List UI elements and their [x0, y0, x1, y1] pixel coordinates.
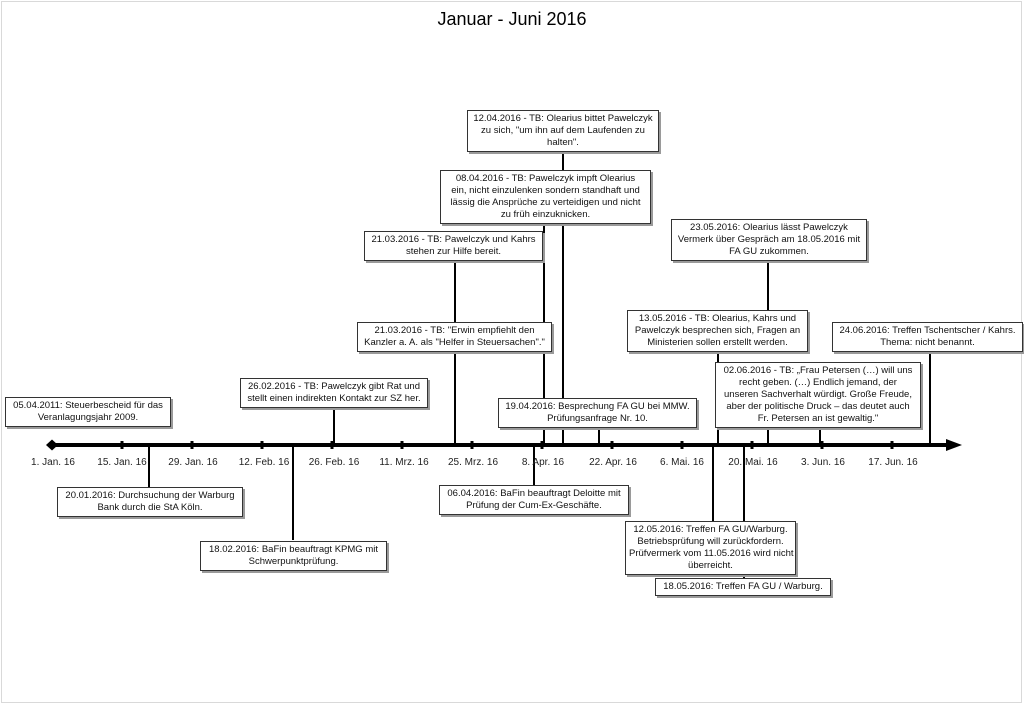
event-text-line: Vermerk über Gespräch am 18.05.2016 mit	[677, 234, 861, 245]
axis-tick-label: 1. Jan. 16	[31, 457, 75, 468]
axis-tick-label: 26. Feb. 16	[308, 457, 360, 468]
event-text-line: Veranlagungsjahr 2009.	[37, 412, 139, 423]
event-text-line: 06.04.2016: BaFin beauftragt Deloitte mit	[447, 488, 621, 499]
event-text-line: ein, nicht einzulenken sondern standhaft und	[451, 185, 640, 196]
event-text-line: unseren Sachverhalt würdigt. Große Freude,	[724, 389, 912, 400]
event-text-line: 24.06.2016: Treffen Tschentscher / Kahrs.	[839, 325, 1016, 336]
event-text-line: Fr. Petersen an ist gewaltig."	[757, 413, 879, 424]
event-box	[240, 378, 428, 408]
event-text-line: Prüfungsanfrage Nr. 10.	[547, 413, 648, 424]
event-text-line: aber der politische Druck – das deutet auch	[726, 401, 910, 412]
event-text-line: 02.06.2016 - TB: „Frau Petersen (…) will uns	[723, 365, 913, 376]
event-box	[440, 170, 651, 224]
event-text-line: zu sich, "um ihn auf dem Laufenden zu	[481, 125, 645, 136]
event-box	[57, 487, 243, 517]
event-box	[5, 397, 171, 427]
axis-tick-label: 8. Apr. 16	[521, 457, 565, 468]
event-text-line: Schwerpunktprüfung.	[248, 556, 339, 567]
event-text-line: Bank durch die StA Köln.	[97, 502, 203, 513]
event-text-line: lässig die Ansprüche zu verteidigen und nicht	[450, 197, 641, 208]
axis-tick-label: 17. Jun. 16	[868, 457, 918, 468]
event-text-line: Kanzler a. A. als "Helfer in Steuersachen"."	[364, 337, 545, 348]
event-text-line: Pawelczyk besprechen sich, Fragen an	[634, 325, 801, 336]
event-box	[832, 322, 1023, 352]
event-text-line: zu früh einzuknicken.	[500, 209, 591, 220]
event-text-line: überreicht.	[688, 560, 733, 571]
event-box	[655, 578, 831, 596]
axis-tick-label: 20. Mai. 16	[728, 457, 778, 468]
event-box	[715, 362, 921, 428]
event-text-line: halten".	[547, 137, 579, 148]
event-text-line: stellt einen indirekten Kontakt zur SZ her.	[247, 393, 421, 404]
event-text-line: Betriebsprüfung will zurückfordern.	[637, 536, 784, 547]
event-box	[467, 110, 659, 152]
event-text-line: 12.05.2016: Treffen FA GU/Warburg.	[633, 524, 788, 535]
event-box	[200, 541, 387, 571]
event-text-line: 13.05.2016 - TB: Olearius, Kahrs und	[638, 313, 797, 324]
event-text-line: 21.03.2016 - TB: "Erwin empfiehlt den	[374, 325, 535, 336]
event-box	[625, 521, 796, 575]
event-box	[498, 398, 697, 428]
axis-end-arrow	[946, 439, 962, 451]
event-box	[627, 310, 808, 352]
event-text-line: recht geben. (…) Endlich jemand, der	[739, 377, 897, 388]
event-box	[671, 219, 867, 261]
axis-tick-label: 25. Mrz. 16	[447, 457, 499, 468]
axis-tick-label: 11. Mrz. 16	[379, 457, 429, 468]
event-text-line: 18.05.2016: Treffen FA GU / Warburg.	[663, 581, 823, 592]
event-text-line: 26.02.2016 - TB: Pawelczyk gibt Rat und	[248, 381, 420, 392]
event-text-line: 20.01.2016: Durchsuchung der Warburg	[65, 490, 235, 501]
diagram-title: Januar - Juni 2016	[437, 9, 587, 29]
event-text-line: 21.03.2016 - TB: Pawelczyk und Kahrs	[371, 234, 536, 245]
event-text-line: 08.04.2016 - TB: Pawelczyk impft Olearius	[455, 173, 636, 184]
event-text-line: 05.04.2011: Steuerbescheid für das	[13, 400, 163, 411]
event-text-line: Ministerien sollen erstellt werden.	[647, 337, 788, 348]
event-box	[364, 231, 543, 261]
axis-tick-label: 15. Jan. 16	[97, 457, 147, 468]
axis-tick-label: 12. Feb. 16	[238, 457, 290, 468]
axis-tick-label: 3. Jun. 16	[801, 457, 845, 468]
axis-tick-label: 22. Apr. 16	[589, 457, 637, 468]
event-text-line: FA GU zukommen.	[729, 246, 809, 257]
event-text-line: 19.04.2016: Besprechung FA GU bei MMW.	[505, 401, 690, 412]
event-text-line: 23.05.2016: Olearius lässt Pawelczyk	[690, 222, 848, 233]
event-text-line: Prüfung der Cum-Ex-Geschäfte.	[466, 500, 602, 511]
event-text-line: 18.02.2016: BaFin beauftragt KPMG mit	[209, 544, 378, 555]
axis-tick-label: 29. Jan. 16	[168, 457, 218, 468]
axis-tick-label: 6. Mai. 16	[660, 457, 704, 468]
event-box	[357, 322, 552, 352]
event-text-line: Thema: nicht benannt.	[880, 337, 975, 348]
event-text-line: 12.04.2016 - TB: Olearius bittet Pawelczyk	[473, 113, 653, 124]
event-text-line: stehen zur Hilfe bereit.	[405, 246, 502, 257]
event-box	[439, 485, 629, 515]
event-text-line: Prüfvermerk vom 11.05.2016 wird nicht	[629, 548, 794, 559]
